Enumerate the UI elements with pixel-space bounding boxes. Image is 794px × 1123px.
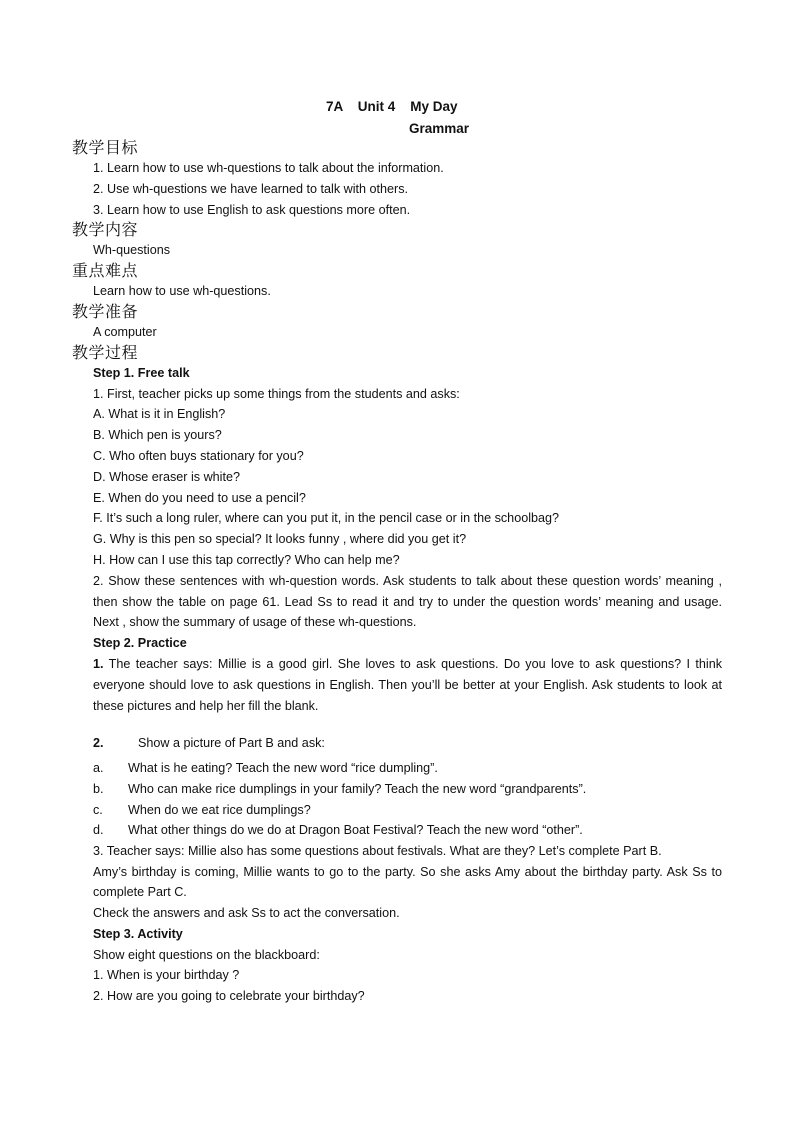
step1-question: D. Whose eraser is white? [93, 469, 240, 484]
step3-question: 1. When is your birthday ? [93, 968, 240, 983]
step3-title: Step 3. Activity [93, 926, 183, 941]
document-title: 7A Unit 4 My Day [326, 99, 458, 114]
spacer [72, 716, 722, 732]
step3-intro: Show eight questions on the blackboard: [93, 947, 320, 962]
step2-paragraph-5: Check the answers and ask Ss to act the conversation. [93, 906, 400, 921]
step3-question: 2. How are you going to celebrate your birthday? [93, 989, 365, 1004]
document-body [72, 138, 722, 1007]
item-marker: d. [93, 823, 104, 838]
item-text: When do we eat rice dumplings? [128, 802, 311, 817]
content-text: Wh-questions [93, 243, 170, 258]
step2-paragraph-3: 3. Teacher says: Millie also has some questions about festivals. What are they? Let’s complete Part B. [93, 843, 662, 858]
step1-question: H. How can I use this tap correctly? Who can help me? [93, 552, 400, 567]
step1-question: G. Why is this pen so special? It looks funny , where did you get it? [93, 532, 467, 547]
step1-question: C. Who often buys stationary for you? [93, 448, 304, 463]
step2-p2-number: 2. [93, 736, 104, 751]
step1-question: F. It’s such a long ruler, where can you put it, in the pencil case or in the schoolbag? [93, 511, 560, 526]
item-text: What other things do we do at Dragon Boat Festival? Teach the new word “other”. [128, 823, 583, 838]
preparation-text: A computer [93, 324, 157, 339]
step2-paragraph-4: Amy’s birthday is coming, Millie wants to go to the party. So she asks Amy about the birthday party. Ask Ss to complete Part C. [93, 864, 722, 900]
item-text: What is he eating? Teach the new word “rice dumpling”. [128, 761, 438, 776]
objective-item: 3. Learn how to use English to ask questions more often. [93, 202, 411, 217]
step2-p1-text: The teacher says: Millie is a good girl. She loves to ask questions. Do you love to ask questions? I think everyone should love to ask questions in English. Then you’ll be better at your English. Ask students to look at these pictures and help her fill the blank. [93, 656, 722, 713]
key-points-text: Learn how to use wh-questions. [93, 284, 271, 299]
objective-item: 2. Use wh-questions we have learned to talk with others. [93, 181, 409, 196]
step1-title: Step 1. Free talk [93, 365, 190, 380]
lettered-item [93, 758, 722, 779]
step1-question: B. Which pen is yours? [93, 428, 222, 443]
lettered-item [93, 800, 722, 821]
step2-item-2 [93, 732, 722, 758]
step2-p1-number: 1. [93, 656, 104, 671]
key-points-heading: 重点难点 [72, 261, 139, 281]
step1-question: A. What is it in English? [93, 407, 226, 422]
objectives-heading: 教学目标 [72, 138, 139, 157]
objective-item: 1. Learn how to use wh-questions to talk about the information. [93, 161, 444, 175]
item-marker: a. [93, 761, 104, 776]
item-text: Who can make rice dumplings in your family? Teach the new word “grandparents”. [128, 781, 587, 796]
document-subtitle: Grammar [409, 121, 470, 136]
item-marker: b. [93, 781, 104, 796]
process-heading: 教学过程 [72, 342, 139, 362]
step1-paragraph: 2. Show these sentences with wh-question words. Ask students to talk about these question words’ meaning , then show the table on page 61. Lead Ss to read it and try to under the question words’ meaning and usage. Next , show the summary of usage of these wh-questions. [93, 573, 722, 630]
preparation-heading: 教学准备 [72, 301, 139, 321]
step1-intro: 1. First, teacher picks up some things from the students and asks: [93, 386, 460, 401]
step2-paragraph-1 [93, 654, 722, 716]
step1-question: E. When do you need to use a pencil? [93, 490, 306, 505]
lettered-item [93, 820, 722, 841]
step2-p2-text: Show a picture of Part B and ask: [138, 736, 325, 751]
step2-title: Step 2. Practice [93, 636, 187, 651]
content-heading: 教学内容 [72, 220, 139, 240]
lettered-item [93, 779, 722, 800]
item-marker: c. [93, 802, 103, 817]
